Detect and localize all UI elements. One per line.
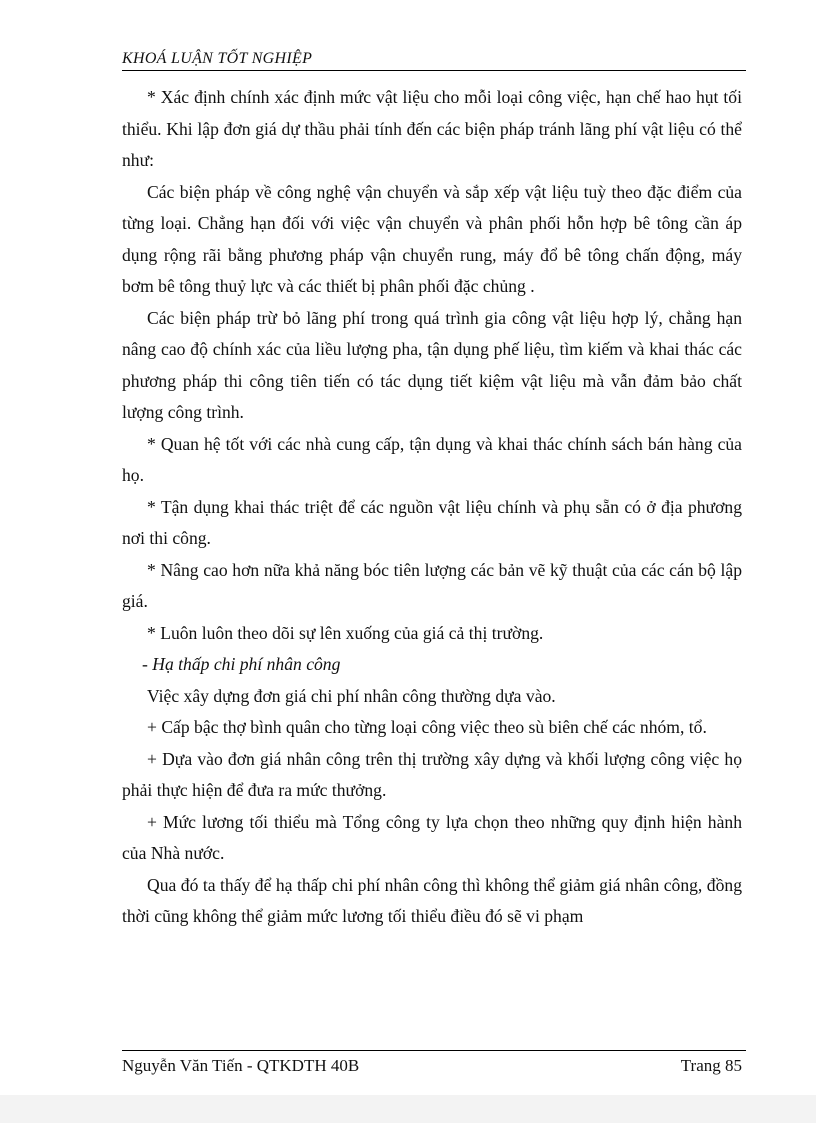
paragraph: + Dựa vào đơn giá nhân công trên thị trường xây dựng và khối lượng công việc họ phải thực hiện để đưa ra mức thưởng. <box>122 748 742 800</box>
paragraph: * Quan hệ tốt với các nhà cung cấp, tận dụng và khai thác chính sách bán hàng của họ. <box>122 433 742 485</box>
paragraph: Các biện pháp trừ bỏ lãng phí trong quá trình gia công vật liệu hợp lý, chẳng hạn nâng cao độ chính xác của liều lượng pha, tận dụng phế liệu, tìm kiếm và khai thác các phương pháp thi công tiên tiến có tác dụng tiết kiệm vật liệu mà vẫn đảm bảo chất lượng công trình. <box>122 307 742 422</box>
section-heading: - Hạ thấp chi phí nhân công <box>142 654 341 674</box>
page-number: Trang 85 <box>680 1056 742 1075</box>
paragraph: * Xác định chính xác định mức vật liệu cho mỗi loại công việc, hạn chế hao hụt tối thiểu. Khi lập đơn giá dự thầu phải tính đến các biện pháp tránh lãng phí vật liệu có thể như: <box>122 87 742 170</box>
paragraph: Việc xây dựng đơn giá chi phí nhân công thường dựa vào. <box>147 685 556 706</box>
footer-author: Nguyễn Văn Tiến - QTKDTH 40B <box>122 1056 360 1075</box>
paragraph: Qua đó ta thấy để hạ thấp chi phí nhân công thì không thể giảm giá nhân công, đồng thời cũng không thể giảm mức lương tối thiểu điều đó sẽ vi phạm <box>122 874 742 926</box>
paragraph: * Luôn luôn theo dõi sự lên xuống của giá cả thị trường. <box>147 622 544 643</box>
paragraph: * Tận dụng khai thác triệt để các nguồn vật liệu chính và phụ sẵn có ở địa phương nơi thi công. <box>122 496 742 548</box>
paragraph: + Mức lương tối thiểu mà Tổng công ty lựa chọn theo những quy định hiện hành của Nhà nước. <box>122 811 742 863</box>
page-header: KHOÁ LUẬN TỐT NGHIỆP <box>122 50 746 71</box>
paragraph: Các biện pháp về công nghệ vận chuyển và sắp xếp vật liệu tuỳ theo đặc điểm của từng loại. Chẳng hạn đối với việc vận chuyển và phân phối hỗn hợp bê tông cần áp dụng rộng rãi bằng phương pháp vận chuyển rung, máy đổ bê tông chấn động, máy bơm bê tông thuỷ lực và các thiết bị phân phối đặc chủng . <box>122 181 742 296</box>
page-bottom-band <box>0 1095 816 1123</box>
document-body <box>122 82 742 933</box>
page-footer <box>122 1056 742 1076</box>
paragraph: + Cấp bậc thợ bình quân cho từng loại công việc theo sù biên chế các nhóm, tổ. <box>147 717 707 737</box>
paragraph: * Nâng cao hơn nữa khả năng bóc tiên lượng các bản vẽ kỹ thuật của các cán bộ lập giá. <box>122 559 742 611</box>
footer-divider <box>122 1050 746 1051</box>
